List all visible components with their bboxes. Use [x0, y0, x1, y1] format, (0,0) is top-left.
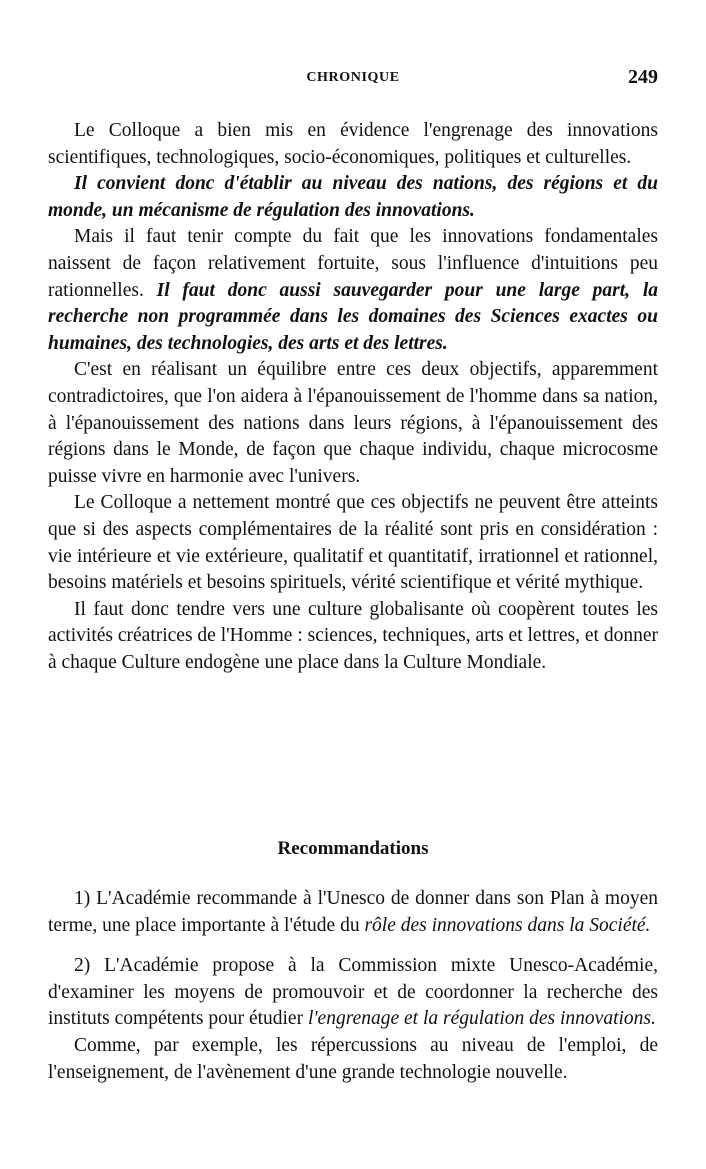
recommendation-2-italic: l'engrenage et la régulation des innovations.	[307, 1008, 656, 1030]
body-text	[48, 118, 658, 676]
paragraph-4: C'est en réalisant un équilibre entre ces deux objectifs, apparemment contradictoires, que l'on aidera à l'épanouissement de l'homme dans sa nation, à l'épanouissement des nations dans leurs régions, à l'épanouissement des régions dans le Monde, de façon que chaque individu, chaque microcosme puisse vivre en harmonie avec l'univers.	[48, 359, 658, 487]
paragraph-3-italic: Il faut donc aussi sauvegarder pour une large part, la recherche non programmée dans les domaines des Sciences exactes ou humaines, des technologies, des arts et des lettres.	[48, 279, 658, 354]
page-number: 249	[628, 66, 658, 88]
paragraph-3-text: Mais il faut tenir compte du fait que les innovations fondamentales naissent de façon relativement fortuite, sous l'influence d'intuitions peu rationnelles.	[48, 226, 658, 301]
recommendation-3: Comme, par exemple, les répercussions au niveau de l'emploi, de l'enseignement, de l'avènement d'une grande technologie nouvelle.	[48, 1034, 658, 1083]
recommendation-2	[48, 953, 658, 1033]
paragraph-1: Le Colloque a bien mis en évidence l'engrenage des innovations scientifiques, technologiques, socio-économiques, politiques et culturelles.	[48, 120, 658, 168]
recommendations-heading: Recommandations	[277, 838, 429, 859]
paragraph-5: Le Colloque a nettement montré que ces objectifs ne peuvent être atteints que si des aspects complémentaires de la réalité sont pris en considération : vie intérieure et vie extérieure, qualitatif et quantitatif, irrationnel et rationnel, besoins matériels et besoins spirituels, vérité scientifique et vérité mythique.	[48, 492, 658, 594]
recommendation-2-text: 2) L'Académie propose à la Commission mixte Unesco-Académie, d'examiner les moyens de promouvoir et de coordonner la recherche des instituts compétents pour étudier	[48, 955, 658, 1030]
recommendation-1	[48, 886, 658, 939]
running-head	[48, 66, 658, 92]
recommendations-list	[48, 886, 658, 1086]
paragraph-3	[48, 224, 658, 357]
paragraph-2-italic: Il convient donc d'établir au niveau des nations, des régions et du monde, un mécanisme de régulation des innovations.	[48, 173, 658, 221]
recommendation-1-text: 1) L'Académie recommande à l'Unesco de donner dans son Plan à moyen terme, une place importante à l'étude du	[48, 888, 658, 936]
paragraph-6: Il faut donc tendre vers une culture globalisante où coopèrent toutes les activités créatrices de l'Homme : sciences, techniques, arts et lettres, et donner à chaque Culture endogène une place dans la Culture Mondiale.	[48, 598, 658, 673]
section-label: CHRONIQUE	[306, 70, 400, 85]
recommendation-1-italic: rôle des innovations dans la Société.	[364, 914, 651, 936]
